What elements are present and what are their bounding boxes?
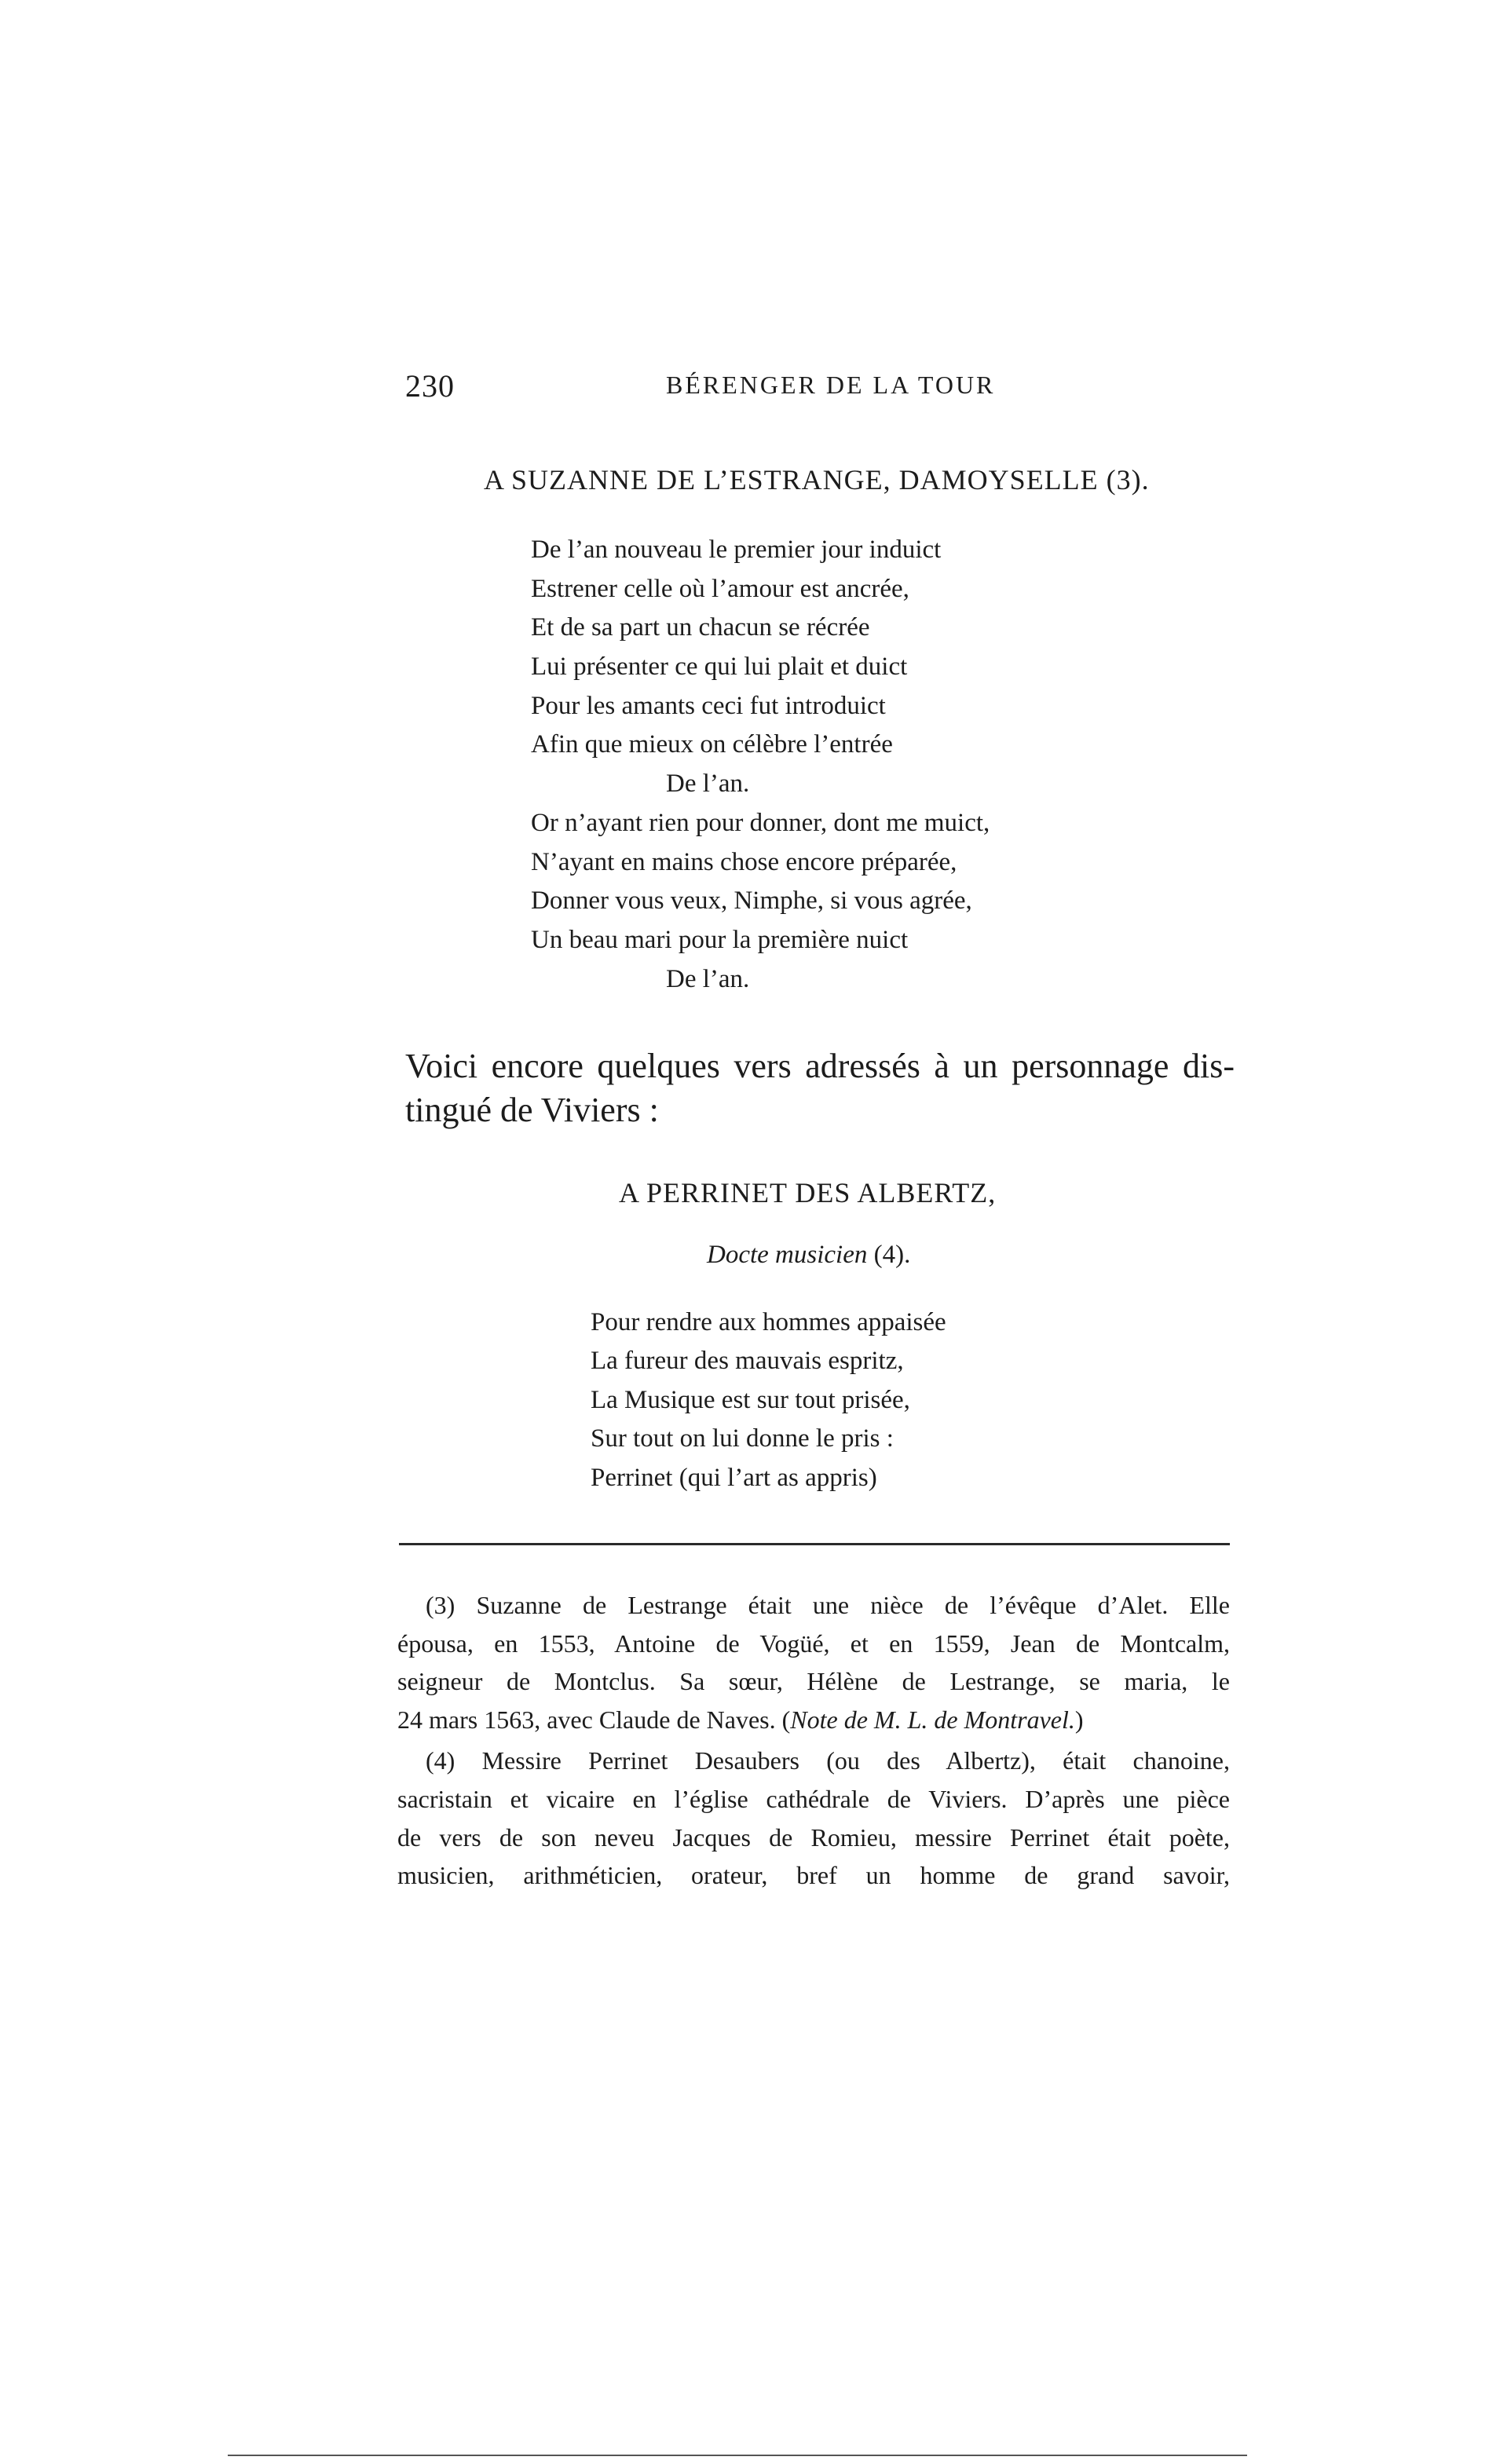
poem-line: Estrener celle où l’amour est ancrée, — [531, 574, 909, 603]
page-number: 230 — [405, 368, 455, 404]
footnote-4 — [397, 1742, 1230, 1894]
poem-perrinet — [591, 1303, 946, 1497]
poem-line: Afin que mieux on célèbre l’entrée — [531, 730, 893, 759]
poem-line: La Musique est sur tout prisée, — [591, 1385, 910, 1414]
prose-paragraph — [405, 1044, 1235, 1132]
poem-line: Or n’ayant rien pour donner, dont me muict, — [531, 808, 990, 837]
prose-line: Voici encore quelques vers adressés à un personnage dis- — [405, 1047, 1235, 1085]
running-title: BÉRENGER DE LA TOUR — [666, 371, 996, 399]
footnotes — [397, 1586, 1230, 1895]
footnote-text-end: ) — [1074, 1705, 1084, 1734]
dedication-text: Docte musicien — [707, 1241, 868, 1269]
poem-title-perrinet: A PERRINET DES ALBERTZ, — [619, 1177, 997, 1208]
poem-line: Un beau mari pour la première nuict — [531, 925, 909, 954]
footnote-ref: (4). — [873, 1241, 911, 1269]
footnote-3 — [397, 1586, 1230, 1738]
footnote-line: (4) Messire Perrinet Desaubers (ou des Albertz), était chanoine, — [426, 1746, 1230, 1775]
poem-suzanne — [531, 531, 990, 999]
footnote-line: de vers de son neveu Jacques de Romieu, messire Perrinet était poète, — [397, 1822, 1230, 1852]
poem-refrain: De l’an. — [666, 770, 750, 799]
poem-dedication — [707, 1241, 910, 1270]
poem-line: La fureur des mauvais espritz, — [591, 1347, 904, 1376]
poem-line: Donner vous veux, Nimphe, si vous agrée, — [531, 887, 972, 916]
poem-line: Pour les amants ceci fut introduict — [531, 691, 886, 720]
poem-line: Sur tout on lui donne le pris : — [591, 1424, 894, 1453]
footnote-line: épousa, en 1553, Antoine de Vogüé, et en 1559, Jean de Montcalm, — [397, 1629, 1230, 1658]
footnote-line: sacristain et vicaire en l’église cathédrale de Viviers. D’après une pièce — [397, 1784, 1230, 1813]
footnote-line: seigneur de Montclus. Sa sœur, Hélène de Lestrange, se maria, le — [397, 1667, 1230, 1696]
poem-line: Perrinet (qui l’art as appris) — [591, 1463, 877, 1492]
poem-title-suzanne: A SUZANNE DE L’ESTRANGE, DAMOYSELLE (3). — [484, 464, 1150, 495]
footnote-line — [397, 1701, 1230, 1739]
footnote-line: (3) Suzanne de Lestrange était une nièce de l’évêque d’Alet. Elle — [426, 1591, 1230, 1619]
footnote-line: musicien, arithméticien, orateur, bref un homme de grand savoir, — [397, 1861, 1230, 1890]
poem-line: De l’an nouveau le premier jour induict — [531, 536, 942, 564]
footnote-text: 24 mars 1563, avec Claude de Naves. ( — [397, 1705, 791, 1734]
footnote-separator — [399, 1543, 1230, 1545]
poem-line: Lui présenter ce qui lui plait et duict — [531, 653, 908, 682]
scan-edge-line — [228, 2455, 1247, 2456]
poem-refrain: De l’an. — [666, 964, 750, 993]
poem-line: Pour rendre aux hommes appaisée — [591, 1308, 946, 1336]
poem-line: Et de sa part un chacun se récrée — [531, 613, 870, 642]
prose-line: tingué de Viviers : — [405, 1091, 659, 1129]
poem-line: N’ayant en mains chose encore préparée, — [531, 847, 957, 876]
footnote-citation: Note de M. L. de Montravel. — [790, 1705, 1075, 1734]
